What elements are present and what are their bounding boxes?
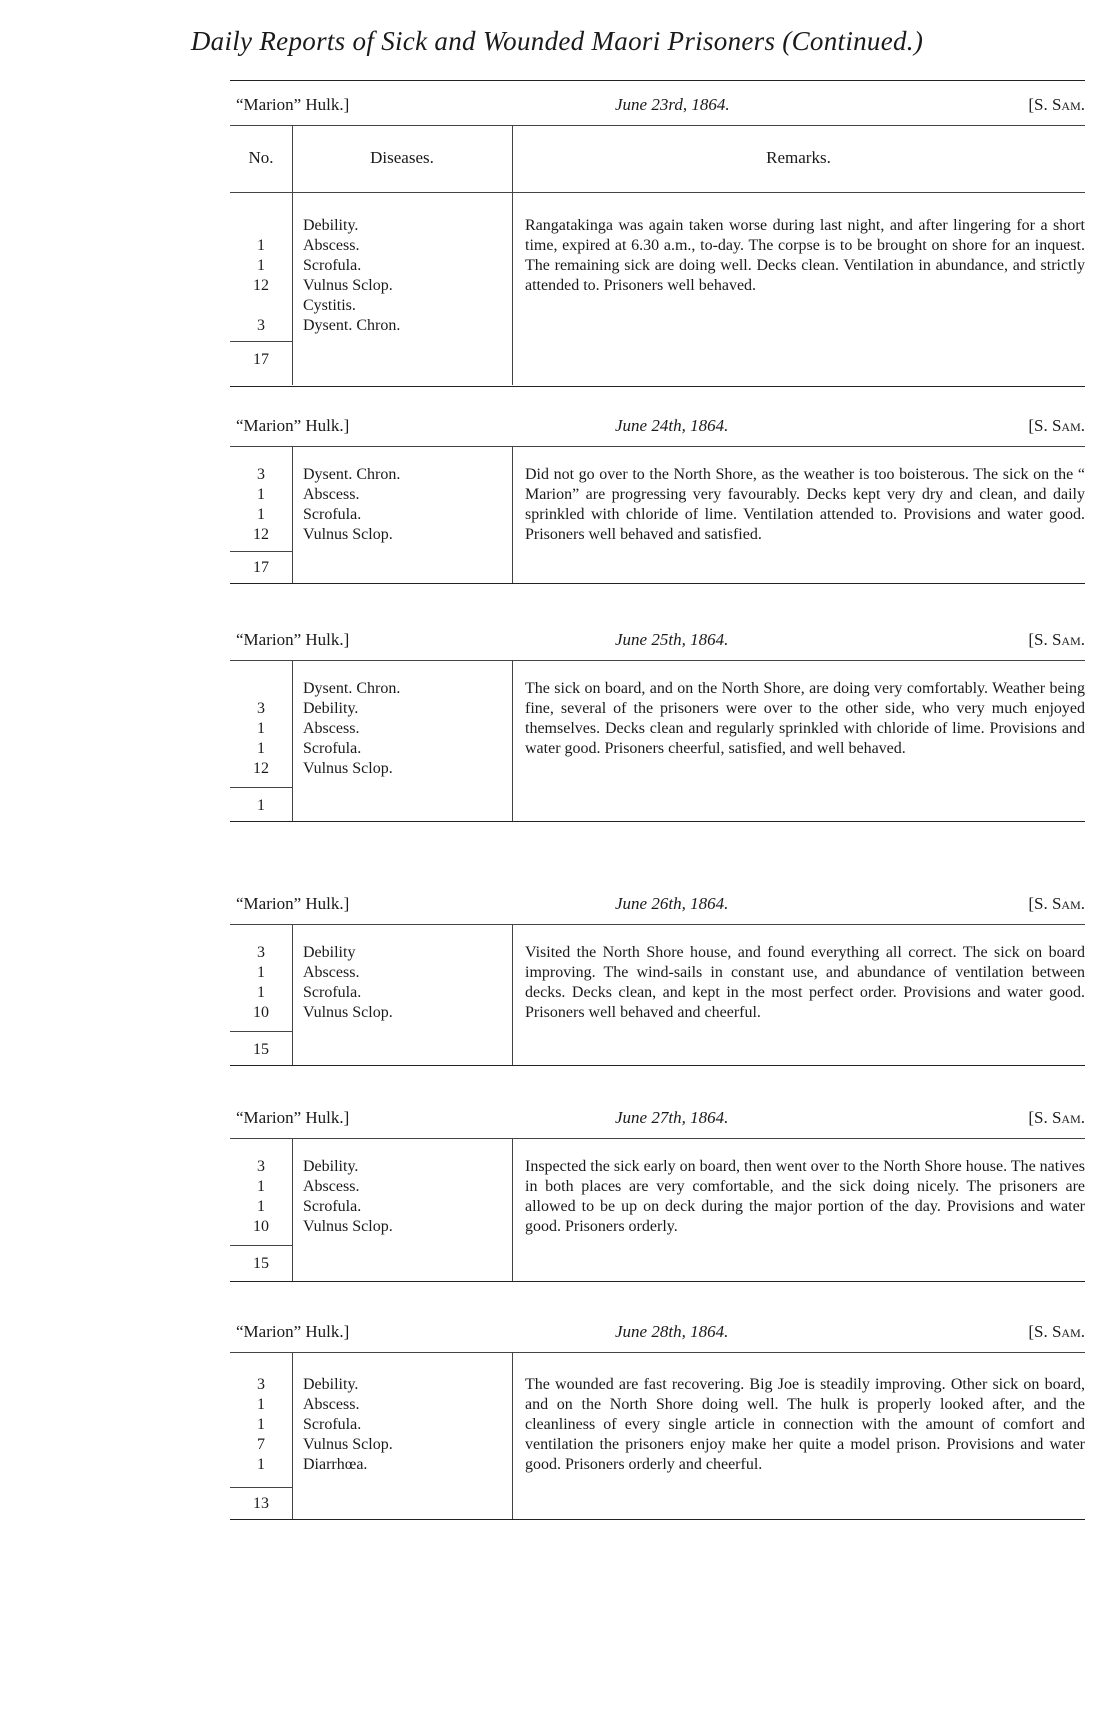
numbers-column [230,661,292,779]
remarks-text: The wounded are fast recovering. Big Joe is steadily improving. Other sick on board, and on the North Shore doing well. The hulk is properly looked after, and the cleanliness of every single article in connection with the amount of comfort and ventilation the prisoners enjoy make her quite a model prison. Provisions and water good. Prisoners orderly and cheerful. [525,1376,1085,1473]
count-cell [230,296,292,316]
disease-cell: Debility. [303,1376,359,1393]
total-count: 15 [253,1041,269,1058]
disease-cell: Dysent. Chron. [303,317,401,334]
hulk-name: “Marion” Hulk.] [236,894,350,913]
disease-cell: Debility. [303,217,359,234]
remarks-text: Visited the North Shore house, and found everything all correct. The sick on board improving. The wind-sails in constant use, and abundance of ventilation between decks. Decks clean, and kept in the most perfect order. Provisions and water good. Prisoners well behaved and cheerful. [525,944,1085,1021]
count-cell: 1 [257,486,265,503]
report-header [230,880,1085,924]
hulk-name: “Marion” Hulk.] [236,416,350,435]
count-cell: 1 [257,1416,265,1433]
report-header [230,1308,1085,1352]
column-header-number: No. [248,148,274,167]
disease-cell: Dysent. Chron. [303,680,401,697]
report-header [230,80,1085,125]
hulk-name: “Marion” Hulk.] [236,630,350,649]
total-cell [230,341,292,370]
disease-cell: Abscess. [303,964,360,981]
count-cell: 3 [257,700,265,717]
signature: [S. Sam. [1028,95,1085,114]
count-cell [230,679,292,699]
count-cell: 3 [257,944,265,961]
count-cell: 1 [257,237,265,254]
count-cell: 12 [253,277,269,294]
disease-cell: Abscess. [303,720,360,737]
report-date: June 23rd, 1864. [615,95,730,114]
disease-cell: Diarrhœa. [303,1456,368,1473]
report-date: June 27th, 1864. [615,1108,729,1127]
count-cell: 1 [257,506,265,523]
total-cell [230,1031,292,1060]
count-cell: 1 [257,964,265,981]
count-cell: 1 [257,1178,265,1195]
count-cell: 1 [257,1456,265,1473]
disease-cell: Abscess. [303,1178,360,1195]
report-table [230,924,1085,1066]
disease-cell: Scrofula. [303,1416,362,1433]
signature: [S. Sam. [1028,894,1085,913]
diseases-column [292,193,512,385]
diseases-column [292,661,512,821]
diseases-column [292,1353,512,1519]
count-cell: 3 [257,1376,265,1393]
numbers-column [230,1353,292,1475]
disease-cell: Scrofula. [303,984,362,1001]
disease-cell: Abscess. [303,486,360,503]
count-cell: 3 [257,466,265,483]
diseases-column [292,447,512,583]
hulk-name: “Marion” Hulk.] [236,95,350,114]
signature: [S. Sam. [1028,1108,1085,1127]
daily-report [230,80,1085,387]
disease-cell: Scrofula. [303,257,362,274]
disease-cell: Abscess. [303,1396,360,1413]
count-cell: 10 [253,1004,269,1021]
count-cell: 3 [257,1158,265,1175]
page-title: Daily Reports of Sick and Wounded Maori Prisoners (Continued.) [190,26,924,56]
disease-cell: Debility. [303,700,359,717]
signature: [S. Sam. [1028,630,1085,649]
numbers-column [230,193,292,336]
remarks-column [512,447,1085,583]
remarks-column [512,925,1085,1065]
count-cell [230,216,292,236]
total-count: 1 [257,797,265,814]
total-count: 15 [253,1255,269,1272]
numbers-column [230,925,292,1023]
disease-cell: Dysent. Chron. [303,466,401,483]
remarks-column [512,193,1085,385]
remarks-text: The sick on board, and on the North Shore, are doing very comfortably. Weather being fine, several of the prisoners were over to the other side, who very much enjoyed themselves. Decks clean and regularly sprinkled with chloride of lime. Provisions and water good. Prisoners cheerful, satisfied, and well behaved. [525,680,1085,757]
disease-cell: Debility. [303,1158,359,1175]
disease-cell: Cystitis. [303,297,356,314]
disease-cell: Vulnus Sclop. [303,1436,393,1453]
report-date: June 25th, 1864. [615,630,729,649]
report-date: June 26th, 1864. [615,894,729,913]
report-table [230,660,1085,822]
hulk-name: “Marion” Hulk.] [236,1322,350,1341]
total-count: 17 [253,559,269,576]
total-count: 17 [253,351,269,368]
remarks-text: Rangatakinga was again taken worse during last night, and after lingering for a short time, expired at 6.30 a.m., to-day. The corpse is to be brought on shore for an inquest. The remaining sick are doing well. Decks clean. Ventilation in abundance, and strictly attended to. Prisoners well behaved. [525,217,1085,294]
diseases-column [292,925,512,1065]
count-cell: 1 [257,984,265,1001]
daily-report [230,1308,1085,1520]
total-cell [230,787,292,816]
report-header [230,1094,1085,1138]
disease-cell: Vulnus Sclop. [303,760,393,777]
remarks-text: Inspected the sick early on board, then went over to the North Shore house. The natives in both places are very comfortable, and the sick doing nicely. The prisoners are allowed to be up on deck during the major portion of the day. Provisions and water good. Prisoners orderly. [525,1158,1085,1235]
daily-report [230,880,1085,1066]
report-date: June 24th, 1864. [615,416,729,435]
signature: [S. Sam. [1028,416,1085,435]
count-cell: 3 [257,317,265,334]
count-cell: 1 [257,740,265,757]
count-cell: 7 [257,1436,265,1453]
remarks-column [512,1353,1085,1519]
report-table [230,1352,1085,1520]
report-table [230,125,1085,387]
total-cell [230,551,292,578]
count-cell: 1 [257,257,265,274]
disease-cell: Scrofula. [303,506,362,523]
signature: [S. Sam. [1028,1322,1085,1341]
disease-cell: Scrofula. [303,740,362,757]
disease-cell: Vulnus Sclop. [303,1004,393,1021]
disease-cell: Debility [303,944,356,961]
count-cell: 1 [257,1396,265,1413]
hulk-name: “Marion” Hulk.] [236,1108,350,1127]
remarks-column [512,661,1085,821]
disease-cell: Vulnus Sclop. [303,1218,393,1235]
disease-cell: Vulnus Sclop. [303,277,393,294]
report-table [230,1138,1085,1282]
report-header [230,616,1085,660]
disease-cell: Abscess. [303,237,360,254]
report-date: June 28th, 1864. [615,1322,729,1341]
count-cell: 12 [253,760,269,777]
count-cell: 10 [253,1218,269,1235]
column-header-row [230,126,1085,193]
disease-cell: Scrofula. [303,1198,362,1215]
report-header [230,402,1085,446]
total-count: 13 [253,1495,269,1512]
column-header-diseases: Diseases. [370,148,434,167]
count-cell: 1 [257,1198,265,1215]
daily-report [230,616,1085,822]
daily-report [230,402,1085,584]
total-cell [230,1245,292,1274]
count-cell: 1 [257,720,265,737]
diseases-column [292,1139,512,1281]
remarks-text: Did not go over to the North Shore, as the weather is too boisterous. The sick on the “ Marion” are progressing very favourably. Decks kept very dry and clean, and daily sprinkled with chloride of lime. Ventilation attended to. Provisions and water good. Prisoners well behaved and satisfied. [525,466,1085,543]
disease-cell: Vulnus Sclop. [303,526,393,543]
report-table [230,446,1085,584]
remarks-column [512,1139,1085,1281]
total-cell [230,1487,292,1514]
count-cell: 12 [253,526,269,543]
column-header-remarks: Remarks. [766,148,831,167]
daily-report [230,1094,1085,1282]
numbers-column [230,447,292,545]
numbers-column [230,1139,292,1237]
